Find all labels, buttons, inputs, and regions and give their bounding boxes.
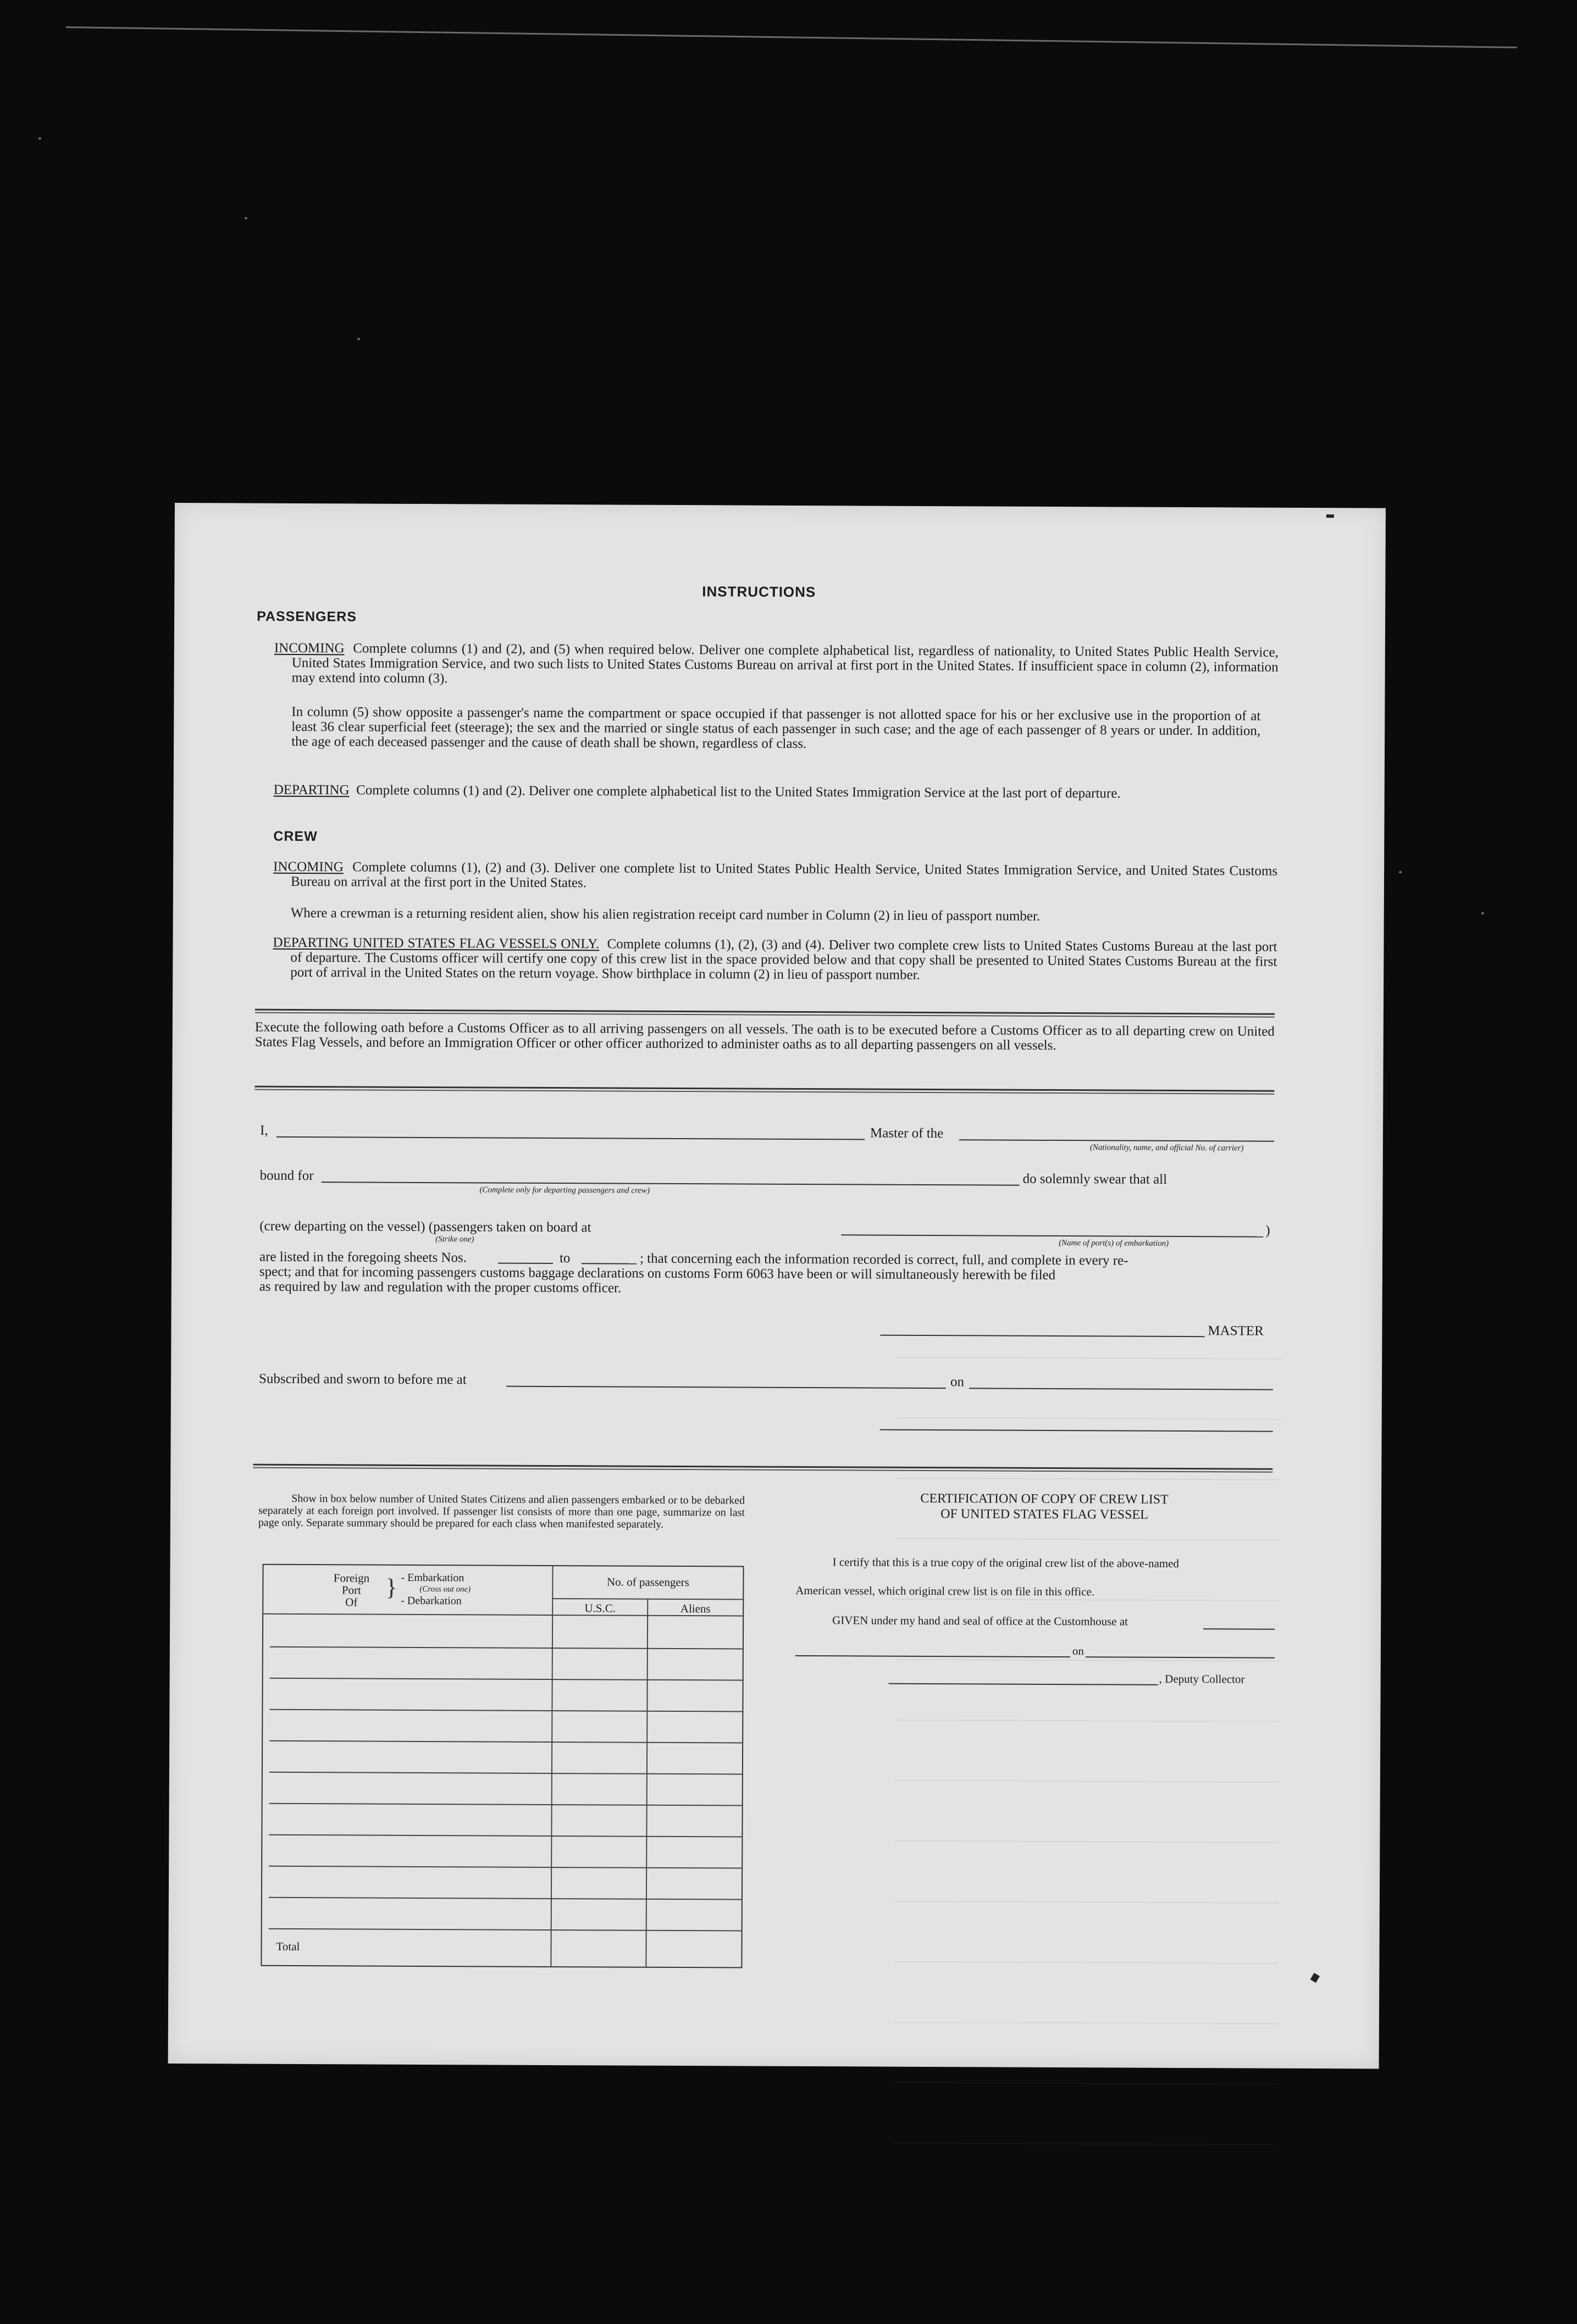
dust-speck <box>1399 871 1402 873</box>
certification-on-label: on <box>1072 1644 1084 1658</box>
passengers-column5-text: In column (5) show opposite a passenger's name the compartment or space occupied if that passenger is not allotted space for his or her exclusive use in the proportion of at least 36 clear superficial feet (steerage); the sex and the married or single status of each passenger in such case; and the age of each passenger of 8 years or under. In addition, the age of each deceased passenger and the cause of death shall be shown, regardless of class. <box>291 704 1261 752</box>
no-of-passengers-label: No. of passengers <box>606 1575 689 1589</box>
passengers-incoming-text: Complete columns (1) and (2), and (5) when required below. Deliver one complete alphabetical list, regardless of nationality, to United States Public Health Service, United States Immigration Service, and two such lists to United States Customs Bureau on arrival at first port in the United States. If insufficient space in column (2), information may extend into column (3). <box>291 641 1279 686</box>
oath-instruction-paragraph <box>255 1020 1275 1054</box>
dust-speck <box>1481 912 1484 914</box>
subscribed-label: Subscribed and sworn to before me at <box>258 1371 467 1388</box>
crew-incoming-label: INCOMING <box>273 859 344 875</box>
embark-debark-label <box>401 1572 471 1607</box>
total-row-label: Total <box>276 1939 300 1954</box>
passengers-departing-text: Complete columns (1) and (2). Deliver one complete alphabetical list to the United States Immigration Service at the last port of departure. <box>356 783 1121 801</box>
corner-mark <box>1326 514 1334 518</box>
aliens-column-header: Aliens <box>680 1602 711 1616</box>
sheets-from-field[interactable] <box>498 1263 553 1264</box>
subscribed-place-field[interactable] <box>506 1386 946 1389</box>
listed-text-3: spect; and that for incoming passengers customs baggage declarations on customs Form 6063 have been or will simultaneously herewith be filed <box>259 1264 1056 1283</box>
passengers-incoming-paragraph <box>274 641 1279 690</box>
port-label: Port <box>341 1583 361 1597</box>
listed-text-4: as required by law and regulation with the proper customs officer. <box>259 1279 622 1296</box>
crew-departing-label: DEPARTING UNITED STATES FLAG VESSELS ONLY. <box>273 935 600 952</box>
strike-caption: (Strike one) <box>435 1235 474 1244</box>
passengers-column5-paragraph <box>291 705 1260 753</box>
close-paren: ) <box>1265 1223 1270 1238</box>
corner-mark <box>1310 1973 1320 1983</box>
certification-heading <box>879 1491 1209 1523</box>
usc-column-header: U.S.C. <box>584 1601 616 1615</box>
crew-departing-paragraph <box>273 935 1277 984</box>
scanner-edge-line <box>66 26 1517 48</box>
document-page <box>168 503 1386 2069</box>
listed-text-1: are listed in the foregoing sheets Nos. <box>259 1249 467 1266</box>
brace-glyph: } <box>385 1573 397 1601</box>
deputy-collector-label: , Deputy Collector <box>1159 1672 1245 1686</box>
crew-incoming-paragraph <box>273 859 1277 894</box>
given-text: GIVEN under my hand and seal of office at the Customhouse at <box>832 1613 1128 1628</box>
embarkation-port-field[interactable] <box>841 1234 1263 1237</box>
crew-heading: CREW <box>273 828 318 845</box>
dust-speck <box>38 137 41 140</box>
certification-heading-line1: CERTIFICATION OF COPY OF CREW LIST <box>920 1491 1169 1507</box>
bound-for-field[interactable] <box>322 1182 1020 1185</box>
certification-heading-line2: OF UNITED STATES FLAG VESSEL <box>940 1507 1148 1522</box>
passenger-summary-table <box>261 1564 744 1968</box>
bleed-through-texture <box>893 1330 1282 2156</box>
crew-resident-paragraph <box>291 906 1260 925</box>
passengers-incoming-label: INCOMING <box>274 640 345 656</box>
of-label: Of <box>345 1595 358 1609</box>
crew-departing-text: Complete columns (1), (2), (3) and (4). Deliver two complete crew lists to United States Customs Bureau at the last port of departure. The Customs officer will certify one copy of this crew list in the space provided below and that copy shall be presented to United States Customs Bureau at the first port of arrival in the United States on the return voyage. Show birthplace in column (2) in lieu of passport number. <box>290 936 1277 983</box>
crew-resident-text: Where a crewman is a returning resident alien, show his alien registration receipt card number in Column (2) in lieu of passport number. <box>290 905 1041 924</box>
crew-incoming-text: Complete columns (1), (2) and (3). Deliver one complete list to United States Public Health Service, United States Immigration Service, and United States Customs Bureau on arrival at the first port in the United States. <box>290 859 1278 891</box>
swear-label: do solemnly swear that all <box>1022 1171 1167 1187</box>
instructions-title: INSTRUCTIONS <box>702 583 816 601</box>
subscribed-on-label: on <box>950 1374 965 1390</box>
passengers-departing-label: DEPARTING <box>273 782 350 798</box>
dust-speck <box>357 338 360 340</box>
master-name-field[interactable] <box>276 1136 865 1140</box>
embarkation-caption: (Name of port(s) of embarkation) <box>1059 1239 1169 1248</box>
crew-passengers-label: (crew departing on the vessel) (passengers taken on board at <box>259 1218 591 1235</box>
summary-instruction-text: Show in box below number of United States Citizens and alien passengers embarked or to be debarked separately at each foreign port involved. If passenger list consists of more than one page, summarize on last page only. Separate summary should be prepared for each class when manifested separately. <box>258 1492 745 1530</box>
listed-text-2: ; that concerning each the information recorded is correct, full, and complete in every re- <box>639 1251 1128 1268</box>
bound-for-caption: (Complete only for departing passengers and crew) <box>479 1185 650 1195</box>
passengers-departing-paragraph <box>274 783 1278 802</box>
master-of-label: Master of the <box>870 1125 944 1141</box>
foreign-port-of-label <box>318 1572 384 1609</box>
certify-text: I certify that this is a true copy of the original crew list of the above-named <box>832 1555 1180 1570</box>
summary-instruction-paragraph <box>258 1493 745 1531</box>
embarkation-label: - Embarkation <box>401 1571 464 1584</box>
carrier-caption: (Nationality, name, and official No. of carrier) <box>1089 1143 1244 1153</box>
oath-i-label: I, <box>259 1123 268 1138</box>
bound-for-label: bound for <box>259 1168 314 1184</box>
listed-to: to <box>559 1251 571 1266</box>
oath-instruction-text: Execute the following oath before a Customs Officer as to all arriving passengers on all vessels. The oath is to be executed before a Customs Officer as to all departing crew on United States Flag Vessels, and before an Immigration Officer or other officer authorized to administer oaths as to all departing passengers on all vessels. <box>254 1019 1275 1053</box>
master-signature-label: MASTER <box>1208 1323 1264 1339</box>
foreign-label: Foreign <box>333 1571 370 1585</box>
dust-speck <box>245 217 247 219</box>
carrier-field[interactable] <box>959 1139 1274 1141</box>
american-vessel-text: American vessel, which original crew list is on file in this office. <box>795 1583 1095 1599</box>
sheets-to-field[interactable] <box>582 1263 637 1264</box>
debarkation-label: - Debarkation <box>401 1594 462 1607</box>
cross-out-caption: (Cross out one) <box>419 1584 471 1594</box>
passengers-heading: PASSENGERS <box>257 608 357 625</box>
